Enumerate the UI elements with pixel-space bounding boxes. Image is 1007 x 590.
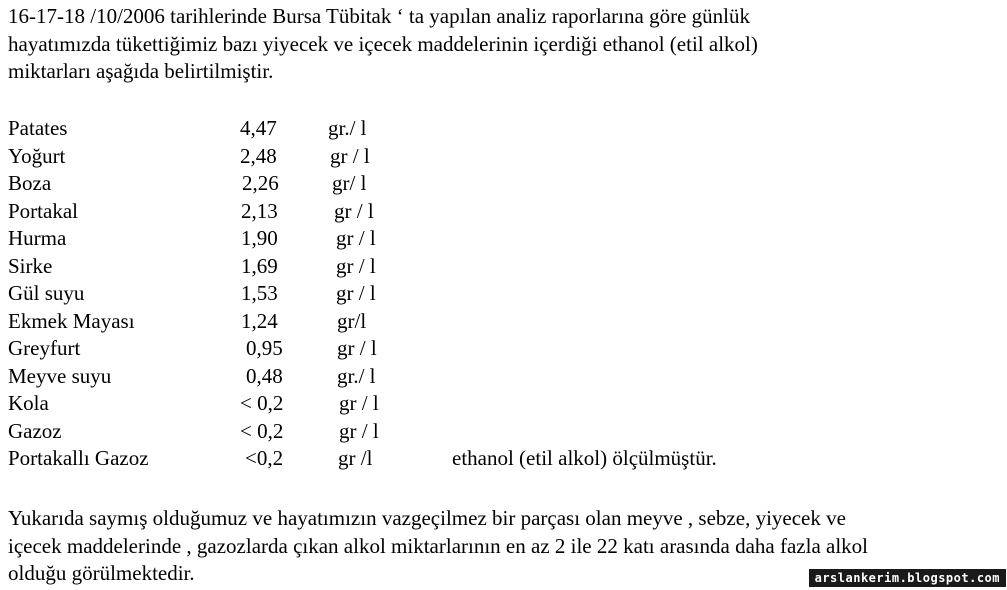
ethanol-table — [8, 115, 998, 473]
table-row — [8, 253, 998, 281]
item-unit: gr / l — [330, 143, 370, 168]
item-value: 2,13 — [241, 198, 278, 223]
item-unit: gr./ l — [328, 116, 367, 140]
item-name: Meyve suyu — [8, 363, 112, 388]
table-row — [8, 308, 998, 336]
table-row — [8, 143, 998, 171]
item-value: 0,95 — [246, 336, 283, 360]
table-row — [8, 363, 998, 391]
item-unit: gr /l — [338, 446, 373, 470]
outro-line: içecek maddelerinde , gazozlarda çıkan alkol miktarlarının en az 2 ile 22 katı arasında daha fazla alkol — [8, 533, 869, 558]
item-value: <0,2 — [245, 446, 284, 470]
item-unit: gr / l — [336, 226, 376, 250]
item-name: Gazoz — [8, 418, 62, 443]
table-row — [8, 335, 998, 363]
item-value: 1,90 — [241, 226, 278, 250]
item-unit: gr / l — [339, 391, 379, 415]
item-value: 1,53 — [241, 281, 278, 305]
item-value: < 0,2 — [240, 418, 284, 443]
item-name: Ekmek Mayası — [8, 308, 135, 333]
item-unit: gr / l — [336, 253, 376, 278]
table-row — [8, 418, 998, 446]
item-unit: gr / l — [334, 198, 374, 223]
item-name: Yoğurt — [8, 143, 66, 168]
item-name: Greyfurt — [8, 336, 81, 360]
item-name: Portakallı Gazoz — [8, 446, 149, 470]
item-value: < 0,2 — [240, 391, 284, 415]
outro-line: Yukarıda saymış olduğumuz ve hayatımızın vazgeçilmez bir parçası olan meyve , sebze, yiyecek ve — [8, 506, 846, 530]
intro-paragraph — [8, 3, 1003, 86]
table-row — [8, 280, 998, 308]
item-name: Patates — [8, 116, 68, 140]
outro-line: olduğu görülmektedir. — [8, 561, 195, 585]
item-unit: gr/ l — [332, 171, 367, 195]
item-name: Gül suyu — [8, 281, 85, 305]
intro-line: 16-17-18 /10/2006 tarihlerinde Bursa Tübitak ‘ ta yapılan analiz raporlarına göre günlük — [8, 4, 750, 28]
item-note: ethanol (etil alkol) ölçülmüştür. — [452, 446, 717, 470]
table-row — [8, 170, 998, 198]
watermark-badge: arslankerim.blogspot.com — [809, 569, 1006, 587]
table-row — [8, 198, 998, 226]
item-name: Hurma — [8, 226, 67, 250]
item-name: Portakal — [8, 198, 78, 223]
item-unit: gr./ l — [337, 363, 376, 388]
item-name: Kola — [8, 391, 49, 415]
table-row — [8, 225, 998, 253]
table-row — [8, 390, 998, 418]
item-value: 1,69 — [241, 253, 278, 278]
item-value: 2,48 — [240, 143, 277, 168]
item-name: Sirke — [8, 253, 53, 278]
item-value: 1,24 — [241, 308, 278, 333]
table-row — [8, 115, 998, 143]
intro-line: miktarları aşağıda belirtilmiştir. — [8, 59, 274, 83]
item-unit: gr/l — [337, 308, 367, 333]
item-value: 4,47 — [240, 116, 277, 140]
item-unit: gr / l — [336, 281, 376, 305]
item-unit: gr / l — [339, 418, 379, 443]
table-row — [8, 445, 998, 473]
item-value: 0,48 — [246, 363, 283, 388]
intro-line: hayatımızda tükettiğimiz bazı yiyecek ve içecek maddelerinin içerdiği ethanol (etil alkol) — [8, 31, 758, 56]
item-name: Boza — [8, 171, 52, 195]
item-value: 2,26 — [242, 171, 279, 195]
item-unit: gr / l — [337, 336, 377, 360]
